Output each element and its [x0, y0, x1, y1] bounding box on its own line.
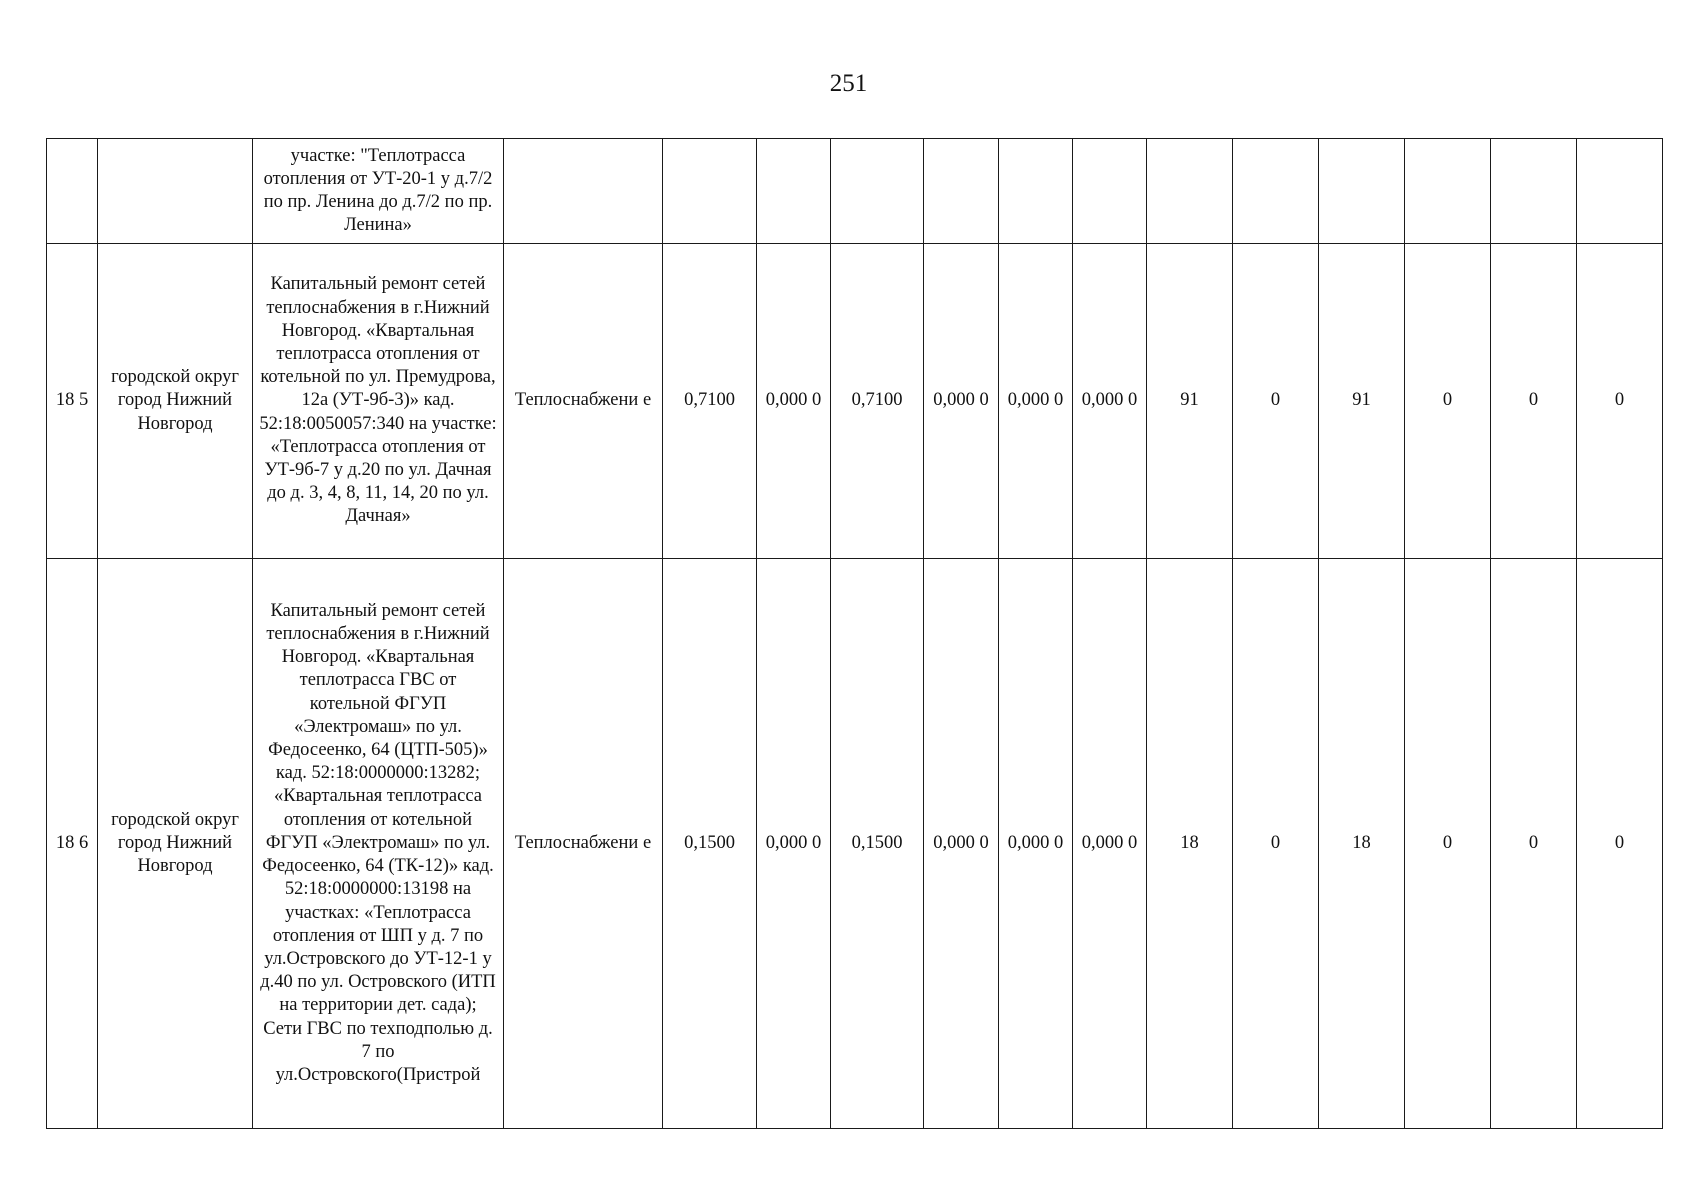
value-cell-2: [757, 139, 831, 244]
table-row: [47, 559, 1663, 1129]
count-cell-2: 0: [1233, 244, 1319, 559]
value-cell-1: 0,7100: [663, 244, 757, 559]
value-cell-2: 0,000 0: [757, 244, 831, 559]
value-cell-1: 0,1500: [663, 559, 757, 1129]
description-cell: участке: "Теплотрасса отопления от УТ-20-1 у д.7/2 по пр. Ленина до д.7/2 по пр. Ленина»: [253, 139, 504, 244]
value-cell-3: [831, 139, 924, 244]
value-cell-6: 0,000 0: [1073, 559, 1147, 1129]
count-cell-6: 0: [1577, 244, 1663, 559]
page-number: 251: [829, 70, 868, 97]
type-cell: Теплоснабжени е: [504, 559, 663, 1129]
description-cell: Капитальный ремонт сетей теплоснабжения в г.Нижний Новгород. «Квартальная теплотрасса отопления от котельной по ул. Премудрова, 12а (УТ-9б-3)» кад. 52:18:0050057:340 на участке: «Теплотрасса отопления от УТ-9б-7 у д.20 по ул. Дачная до д. 3, 4, 8, 11, 14, 20 по ул. Дачная»: [253, 244, 504, 559]
count-cell-3: 18: [1319, 559, 1405, 1129]
table-row: [47, 244, 1663, 559]
table-row: [47, 139, 1663, 244]
count-cell-3: 91: [1319, 244, 1405, 559]
value-cell-5: [999, 139, 1073, 244]
municipality-cell: городской округ город Нижний Новгород: [98, 244, 253, 559]
value-cell-3: 0,7100: [831, 244, 924, 559]
count-cell-1: 18: [1147, 559, 1233, 1129]
row-number-cell: 18 5: [47, 244, 98, 559]
count-cell-1: [1147, 139, 1233, 244]
value-cell-3: 0,1500: [831, 559, 924, 1129]
program-table: [46, 138, 1663, 1129]
count-cell-5: 0: [1491, 244, 1577, 559]
count-cell-6: 0: [1577, 559, 1663, 1129]
count-cell-2: 0: [1233, 559, 1319, 1129]
count-cell-1: 91: [1147, 244, 1233, 559]
value-cell-2: 0,000 0: [757, 559, 831, 1129]
value-cell-4: [924, 139, 999, 244]
count-cell-4: [1405, 139, 1491, 244]
type-cell: [504, 139, 663, 244]
value-cell-6: [1073, 139, 1147, 244]
row-number-cell: 18 6: [47, 559, 98, 1129]
municipality-cell: [98, 139, 253, 244]
count-cell-3: [1319, 139, 1405, 244]
count-cell-4: 0: [1405, 559, 1491, 1129]
value-cell-4: 0,000 0: [924, 244, 999, 559]
value-cell-4: 0,000 0: [924, 559, 999, 1129]
count-cell-4: 0: [1405, 244, 1491, 559]
value-cell-1: [663, 139, 757, 244]
count-cell-5: 0: [1491, 559, 1577, 1129]
row-number-cell: [47, 139, 98, 244]
value-cell-5: 0,000 0: [999, 244, 1073, 559]
type-cell: Теплоснабжени е: [504, 244, 663, 559]
municipality-cell: городской округ город Нижний Новгород: [98, 559, 253, 1129]
value-cell-6: 0,000 0: [1073, 244, 1147, 559]
count-cell-5: [1491, 139, 1577, 244]
description-cell: Капитальный ремонт сетей теплоснабжения в г.Нижний Новгород. «Квартальная теплотрасса ГВС от котельной ФГУП «Электромаш» по ул. Федосеенко, 64 (ЦТП-505)» кад. 52:18:0000000:13282; «Квартальная теплотрасса отопления от котельной ФГУП «Электромаш» по ул. Федосеенко, 64 (ТК-12)» кад. 52:18:0000000:13198 на участках: «Теплотрасса отопления от ШП у д. 7 по ул.Островского до УТ-12-1 у д.40 по ул. Островского (ИТП на территории дет. сада); Сети ГВС по техподполью д. 7 по ул.Островского(Пристрой: [253, 559, 504, 1129]
value-cell-5: 0,000 0: [999, 559, 1073, 1129]
count-cell-2: [1233, 139, 1319, 244]
count-cell-6: [1577, 139, 1663, 244]
